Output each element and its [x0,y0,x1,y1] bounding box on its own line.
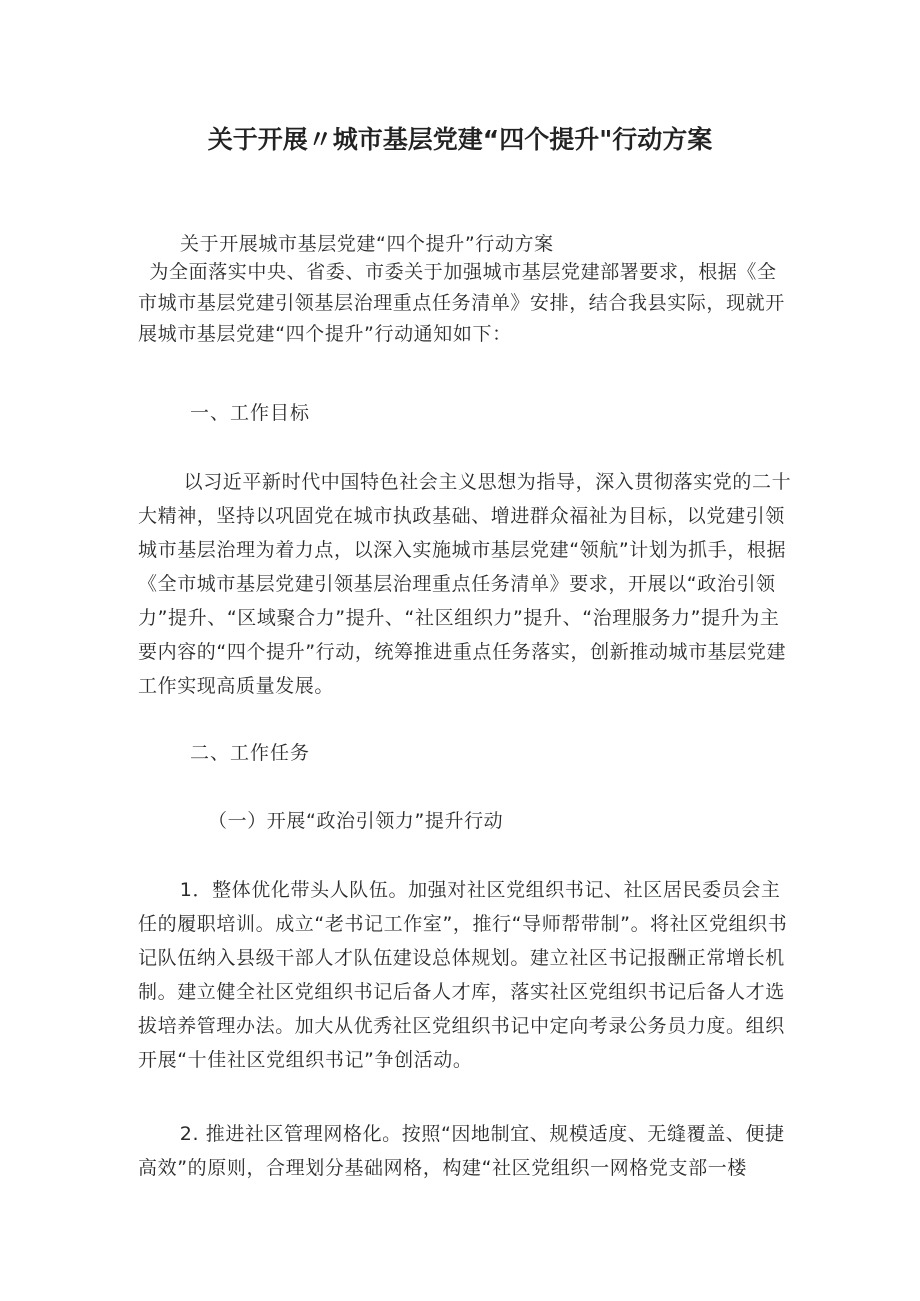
document-title: 关于开展〃城市基层党建“四个提升"行动方案 [207,125,713,154]
task-item-1: 1．整体优化带头人队伍。加强对社区党组织书记、社区居民委员会主任的履职培训。成立“老书记工作室”，推行“导师帮带制”。将社区党组织书记队伍纳入县级干部人才队伍建设总体规划。建立社区书记报酬正常增长机制。建立健全社区党组织书记后备人才库，落实社区党组织书记后备人才选拔培养管理办法。加大从优秀社区党组织书记中定向考录公务员力度。组织开展“十佳社区党组织书记”争创活动。 [138,879,788,1071]
subsection-heading-political-leadership: （一）开展“政治引领力”提升行动 [208,810,504,832]
intro-paragraph: 为全面落实中央、省委、市委关于加强城市基层党建部署要求，根据《全市城市基层党建引领基层治理重点任务清单》安排，结合我县实际，现就开展城市基层党建“四个提升”行动通知如下： [138,261,785,345]
section-heading-tasks: 二、工作任务 [190,742,311,764]
task-item-2: 2. 推进社区管理网格化。按照“因地制宜、规模适度、无缝覆盖、便捷高效”的原则，合理划分基础网格，构建“社区党组织一网格党支部一楼 [138,1123,785,1179]
section-heading-goals: 一、工作目标 [190,402,311,424]
goals-paragraph: 以习近平新时代中国特色社会主义思想为指导，深入贯彻落实党的二十大精神，坚持以巩固党在城市执政基础、增进群众福祉为目标，以党建引领城市基层治理为着力点，以深入实施城市基层党建“领航”计划为抓手，根据《全市城市基层党建引领基层治理重点任务清单》要求，开展以“政治引领力”提升、“区域聚合力”提升、“社区组织力”提升、“治理服务力”提升为主要内容的“四个提升”行动，统筹推进重点任务落实，创新推动城市基层党建工作实现高质量发展。 [138,471,792,697]
intro-heading: 关于开展城市基层党建“四个提升”行动方案 [180,233,554,255]
